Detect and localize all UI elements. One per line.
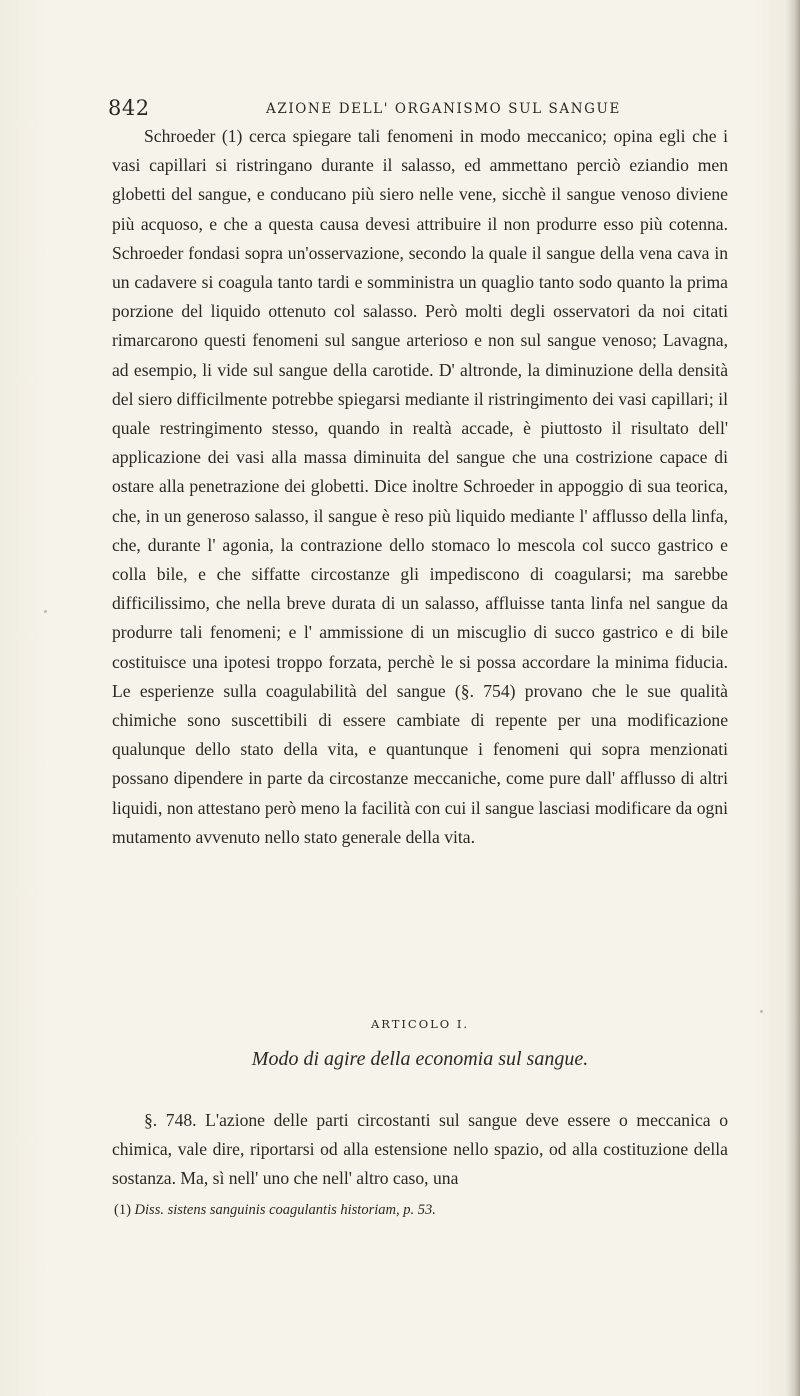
section-text: [112, 1106, 728, 1194]
page-header: [108, 96, 728, 124]
page-edge-shadow: [786, 0, 800, 1396]
footnote-page: p. 53.: [403, 1202, 436, 1218]
section-title: Modo di agire della economia sul sangue.: [251, 1048, 589, 1070]
body-paragraph: Schroeder (1) cerca spiegare tali fenomeni in modo meccanico; opina egli che i vasi capillari si ristringano durante il salasso, ed ammettano perciò eziandio men globetti del sangue, e conducano più siero nelle vene, sicchè il sangue venoso diviene più acquoso, e che a questa causa devesi attribuire il non produrre esso più cotenna. Schroeder fondasi sopra un'osservazione, secondo la quale il sangue della vena cava in un cadavere si coagula tanto tardi e somministra un quaglio tanto sodo quanto la prima porzione del liquido ottenuto col salasso. Però molti degli osservatori da noi citati rimarcarono questi fenomeni sul sangue arterioso e non sul sangue venoso; Lavagna, ad esempio, li vide sul sangue della carotide. D' altronde, la diminuzione della densità del siero difficilmente potrebbe spiegarsi mediante il ristringimento dei vasi capillari; il quale restringimento stesso, quando in realtà accade, è piuttosto il risultato dell' applicazione dei vasi alla massa diminuita del sangue che una costrizione capace di ostare alla penetrazione dei globetti. Dice inoltre Schroeder in appoggio di sua teorica, che, in un generoso salasso, il sangue è reso più liquido mediante l' afflusso della linfa, che, durante l' agonia, la contrazione dello stomaco lo mescola col succo gastrico e colla bile, e che siffatte circostanze gli impediscono di coagularsi; ma sarebbe difficilissimo, che nella breve durata di un salasso, affluisse tanta linfa nel sangue da produrre tali fenomeni; e l' ammissione di un miscuglio di succo gastrico e di bile costituisce una ipotesi troppo forzata, perchè le si possa accordare la minima fiducia. Le esperienze sulla coagulabilità del sangue (§. 754) provano che le sue qualità chimiche sono suscettibili di essere cambiate di repente per una modificazione qualunque dello stato della vita, e quantunque i fenomeni qui sopra menzionati possano dipendere in parte da circostanze meccaniche, come pure dall' afflusso di altri liquidi, non attestano però meno la facilità con cui il sangue lasciasi modificare da ogni mutamento avvenuto nello stato generale della vita.: [112, 126, 728, 847]
page-number: 842: [108, 96, 150, 120]
section-paragraph: §. 748. L'azione delle parti circostanti sul sangue deve essere o meccanica o chimica, vale dire, riportarsi od alla estensione nello spazio, od alla costituzione della sostanza. Ma, sì nell' uno che nell' altro caso, una: [112, 1110, 728, 1189]
footnote-marker: (1): [114, 1202, 131, 1218]
article-heading: ARTICOLO I.: [370, 1017, 470, 1031]
footnote: [114, 1202, 728, 1219]
running-title: AZIONE DELL' ORGANISMO SUL SANGUE: [266, 101, 621, 117]
main-text: [112, 122, 728, 852]
paper-speck: [44, 610, 47, 613]
footnote-citation: Diss. sistens sanguinis coagulantis historiam,: [134, 1202, 400, 1218]
paper-speck: [760, 1010, 763, 1013]
